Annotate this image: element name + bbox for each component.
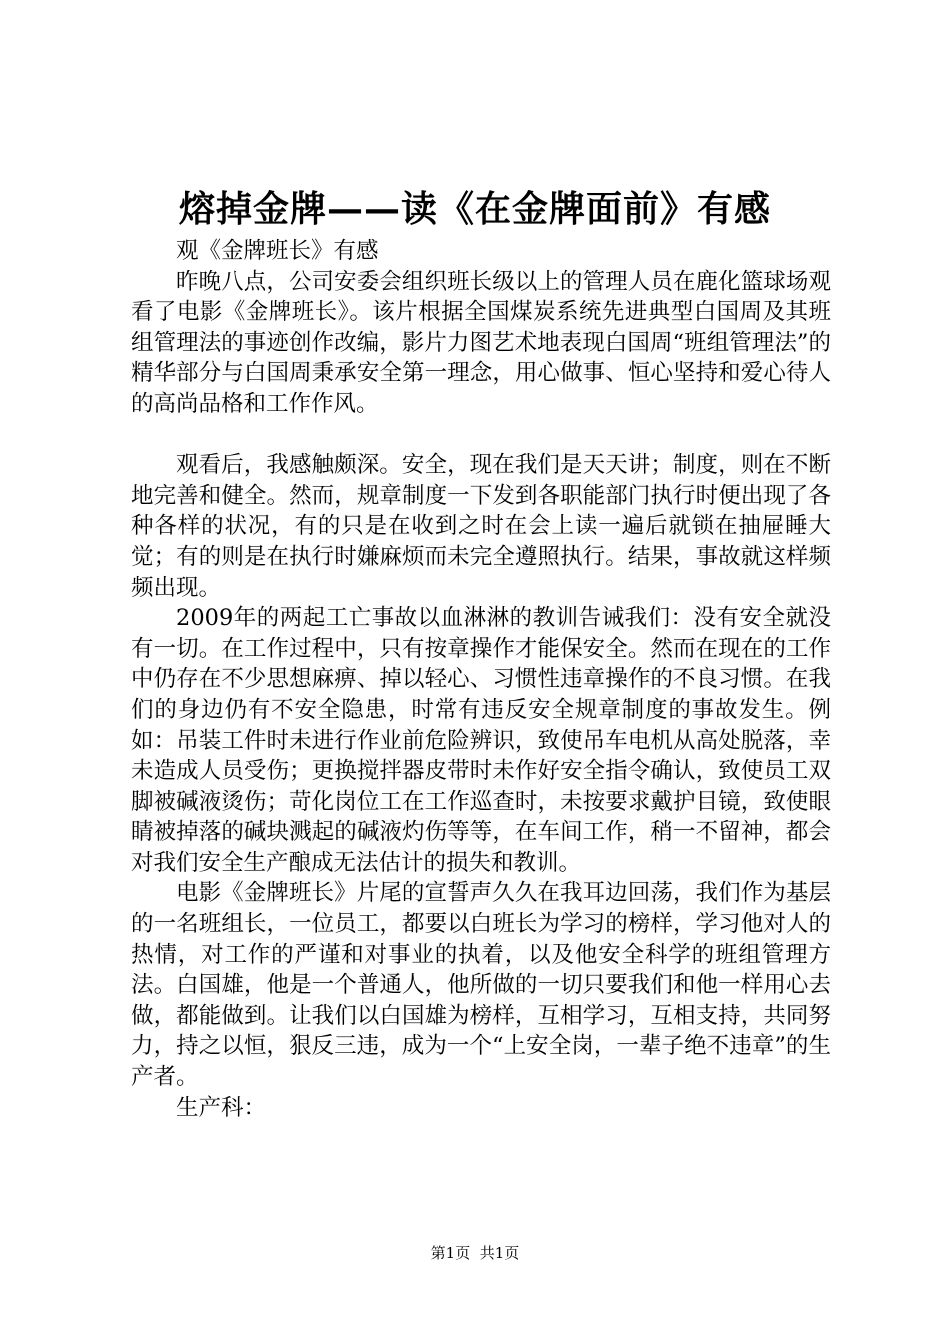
- page-footer: [0, 1243, 950, 1263]
- page-total: 共1页: [479, 1244, 520, 1262]
- page-number: 第1页: [430, 1244, 471, 1262]
- document-body: [131, 236, 831, 1123]
- paragraph-4: 电影《金牌班长》片尾的宣誓声久久在我耳边回荡，我们作为基层的一名班组长，一位员工，都要以白班长为学习的榜样，学习他对人的热情，对工作的严谨和对事业的执着，以及他安全科学的班组管理方法。白国雄，他是一个普通人，他所做的一切只要我们和他一样用心去做，都能做到。让我们以白国雄为榜样，互相学习，互相支持，共同努力，持之以恒，狠反三违，成为一个“上安全岗，一辈子绝不违章”的生产者。: [131, 880, 831, 1091]
- subtitle: 观《金牌班长》有感: [176, 238, 379, 264]
- paragraph-3: 2009年的两起工亡事故以血淋淋的教训告诫我们：没有安全就没有一切。在工作过程中，只有按章操作才能保安全。然而在现在的工作中仍存在不少思想麻痹、掉以轻心、习惯性违章操作的不良习惯。在我们的身边仍有不安全隐患，时常有违反安全规章制度的事故发生。例如：吊装工件时未进行作业前危险辨识，致使吊车电机从高处脱落，幸未造成人员受伤；更换搅拌器皮带时未作好安全指令确认，致使员工双脚被碱液烫伤；苛化岗位工在工作巡查时，未按要求戴护目镜，致使眼睛被掉落的碱块溅起的碱液灼伤等等，在车间工作，稍一不留神，都会对我们安全生产酿成无法估计的损失和教训。: [131, 605, 831, 876]
- footer-separator: [470, 1244, 480, 1262]
- document-title: 熔掉金牌——读《在金牌面前》有感: [178, 188, 771, 230]
- paragraph-2: 观看后，我感触颇深。安全，现在我们是天天讲；制度，则在不断地完善和健全。然而，规章制度一下发到各职能部门执行时便出现了各种各样的状况，有的只是在收到之时在会上读一遍后就锁在抽屉睡大觉；有的则是在执行时嫌麻烦而未完全遵照执行。结果，事故就这样频频出现。: [131, 452, 831, 601]
- signature-department: 生产科：: [176, 1094, 267, 1121]
- paragraph-1: 昨晚八点，公司安委会组织班长级以上的管理人员在鹿化篮球场观看了电影《金牌班长》。该片根据全国煤炭系统先进典型白国周及其班组管理法的事迹创作改编，影片力图艺术地表现白国周“班组管理法”的精华部分与白国周秉承安全第一理念，用心做事、恒心坚持和爱心待人的高尚品格和工作作风。: [131, 268, 831, 417]
